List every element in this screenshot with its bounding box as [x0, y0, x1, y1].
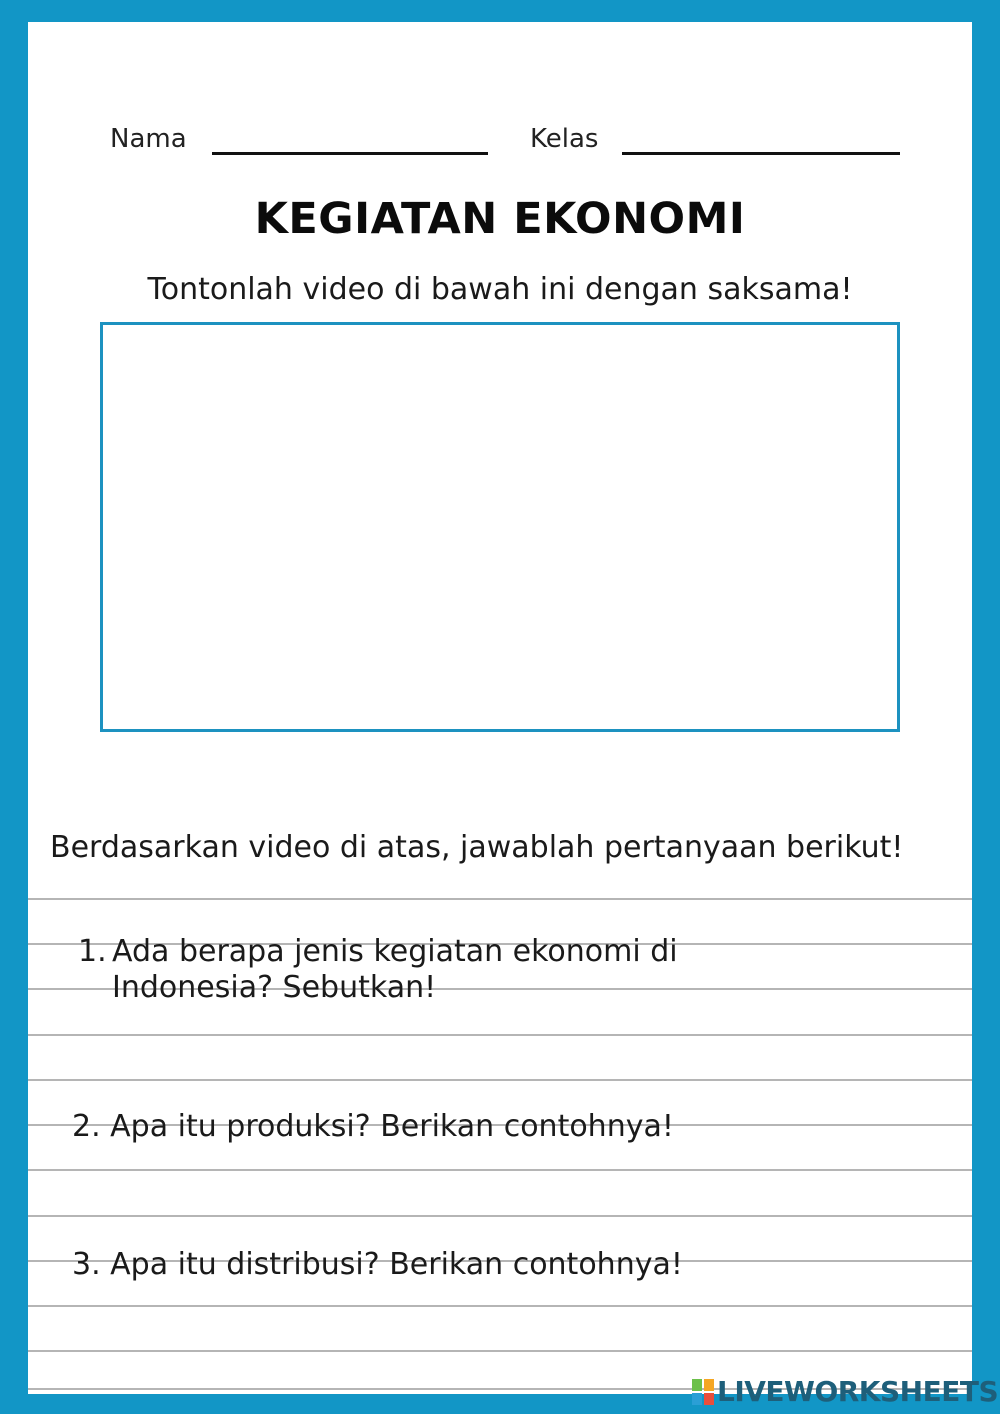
- name-field[interactable]: [212, 152, 488, 155]
- question-3: 3. Apa itu distribusi? Berikan contohnya!: [72, 1247, 683, 1282]
- question-1-line1: Ada berapa jenis kegiatan ekonomi di: [112, 934, 678, 969]
- question-1-number: 1.: [78, 934, 107, 969]
- liveworksheets-logo-icon: [692, 1379, 714, 1405]
- answer-line[interactable]: [28, 898, 972, 900]
- question-1-line2: Indonesia? Sebutkan!: [112, 970, 437, 1005]
- watermark-text: LIVEWORKSHEETS: [717, 1375, 999, 1408]
- answer-line[interactable]: [28, 1350, 972, 1352]
- answer-line[interactable]: [28, 1079, 972, 1081]
- answer-line[interactable]: [28, 1305, 972, 1307]
- class-label: Kelas: [530, 124, 599, 154]
- page-title: KEGIATAN EKONOMI: [254, 194, 746, 244]
- class-field[interactable]: [622, 152, 900, 155]
- answer-line[interactable]: [28, 1215, 972, 1217]
- liveworksheets-watermark: [692, 1375, 998, 1408]
- instructions-text: Berdasarkan video di atas, jawablah pertanyaan berikut!: [50, 830, 904, 865]
- answer-line[interactable]: [28, 1169, 972, 1171]
- question-1: [78, 934, 778, 1006]
- page-subtitle: Tontonlah video di bawah ini dengan saksama!: [147, 272, 853, 307]
- answer-line[interactable]: [28, 1034, 972, 1036]
- worksheet-page: [28, 22, 972, 1394]
- video-placeholder[interactable]: [100, 322, 900, 732]
- name-label: Nama: [110, 124, 187, 154]
- question-2: 2. Apa itu produksi? Berikan contohnya!: [72, 1109, 674, 1144]
